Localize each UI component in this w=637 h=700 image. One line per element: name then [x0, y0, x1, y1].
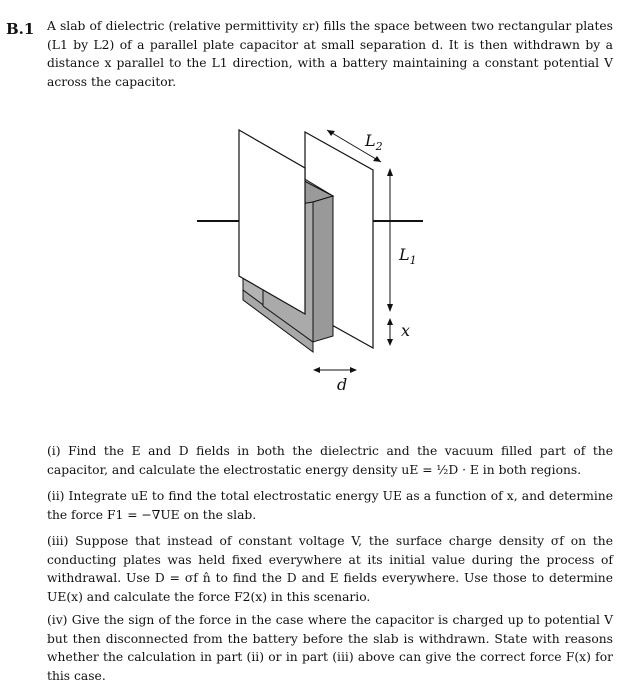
l2-label: $L_2$	[365, 131, 383, 153]
part-ii: (ii) Integrate uE to find the total electrostatic energy UE as a function of x, and determine the force F1 = −∇UE on the slab.	[47, 489, 613, 522]
l1-arrowhead-top	[387, 168, 393, 176]
part-iii: (iii) Suppose that instead of constant voltage V, the surface charge density σf on the conducting plates was held fixed everywhere at its initial value during the process of withdrawal. Use D = σf n̂ to find the D and E fields everywhere. Use those to determine UE(x) and calculate the force F2(x) in this scenario.	[47, 534, 613, 604]
l2-arrowhead-b	[373, 156, 381, 162]
problem-intro: A slab of dielectric (relative permittivity εr) fills the space between two rectangular plates (L1 by L2) of a parallel plate capacitor at small separation d. It is then withdrawn by a distance x parallel to the L1 direction, with a battery maintaining a constant potential V across the capacitor.	[47, 19, 613, 89]
problem-number: B.1	[6, 20, 35, 38]
l1-label: $L_1$	[399, 245, 417, 267]
x-arrowhead-bottom	[387, 339, 393, 346]
part-i: (i) Find the E and D fields in both the dielectric and the vacuum filled part of the capacitor, and calculate the electrostatic energy density uE = ½D · E in both regions.	[47, 444, 613, 477]
l1-arrowhead-bottom	[387, 304, 393, 312]
d-arrowhead-right	[350, 367, 357, 373]
capacitor-diagram	[185, 120, 445, 400]
slab-front-face	[313, 196, 333, 342]
d-arrowhead-left	[313, 367, 320, 373]
x-arrowhead-top	[387, 318, 393, 325]
l2-arrowhead-a	[327, 130, 335, 136]
part-iv: (iv) Give the sign of the force in the case where the capacitor is charged up to potential V but then disconnected from the battery before the slab is withdrawn. State with reasons whether the calculation in part (ii) or in part (iii) above can give the correct force F(x) for this case.	[47, 613, 613, 683]
x-label: x	[401, 321, 411, 340]
d-label: d	[337, 375, 348, 394]
